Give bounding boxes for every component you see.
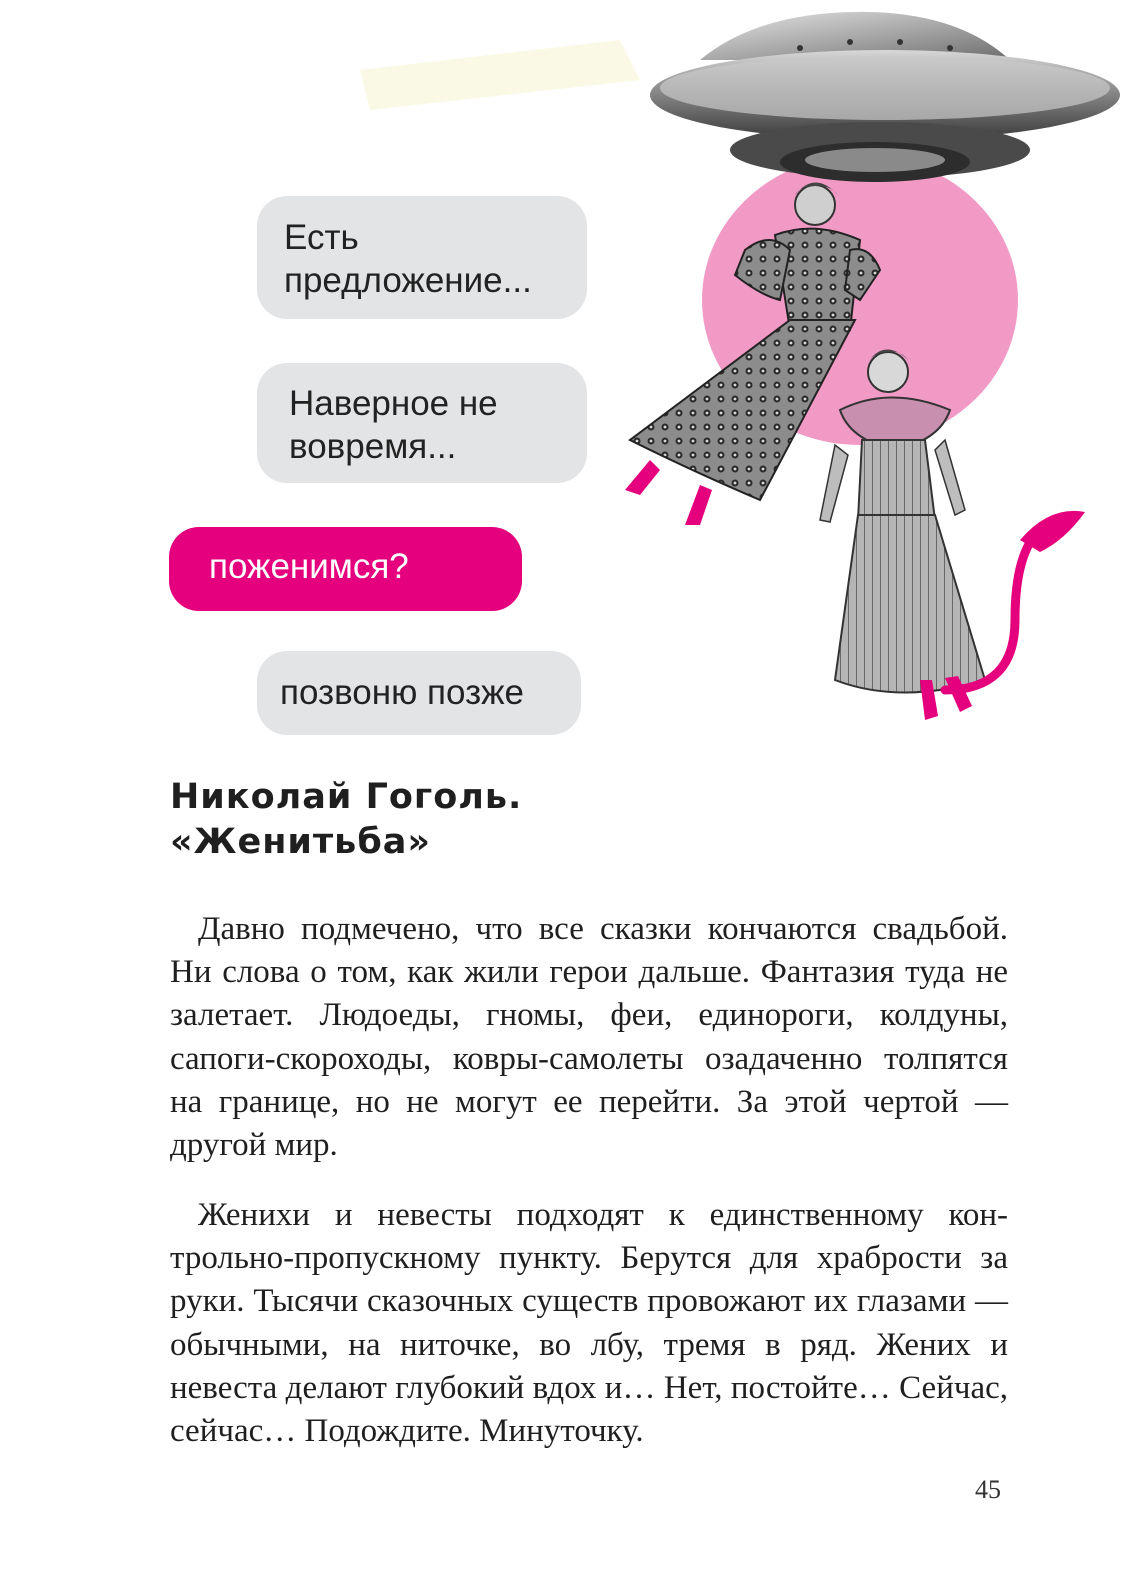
paragraph-1: Давно подмечено, что все сказки кончаются свадьбой. Ни слова о том, как жили герои дальше. Фантазия туда не залетает. Людоеды, гномы, феи, единороги, колдуны, сапоги-скороходы, ковры-самолеты озадаченно толпятся на границе, но не могут ее перейти. За этой чертой — другой мир. — [170, 911, 1008, 1164]
chapter-heading — [170, 775, 870, 865]
page-number: 45 — [975, 1475, 1001, 1504]
chat-bubble-call-later: позвоню позже — [257, 651, 581, 735]
ufo-saucer — [650, 12, 1120, 182]
heading-author: Николай Гоголь. — [170, 777, 523, 817]
light-beam — [360, 40, 640, 110]
chat-bubble-offer: Есть предложение... — [257, 196, 587, 319]
chat-bubble-bad-timing: Наверное не вовремя... — [257, 363, 587, 483]
heading-title: «Женитьба» — [170, 822, 431, 862]
chat-bubble-proposal: поженимся? — [169, 527, 522, 611]
paragraph-2: Женихи и невесты подходят к единственному контрольно-пропускному пункту. Берутся для храбрости за руки. Тысячи сказочных существ провожают их глазами — обычными, на ниточке, во лбу, тремя в ряд. Жених и невеста делают глубокий вдох и… Нет, постойте… Сейчас, сейчас… Подождите. Минуточку. — [170, 1197, 1008, 1450]
